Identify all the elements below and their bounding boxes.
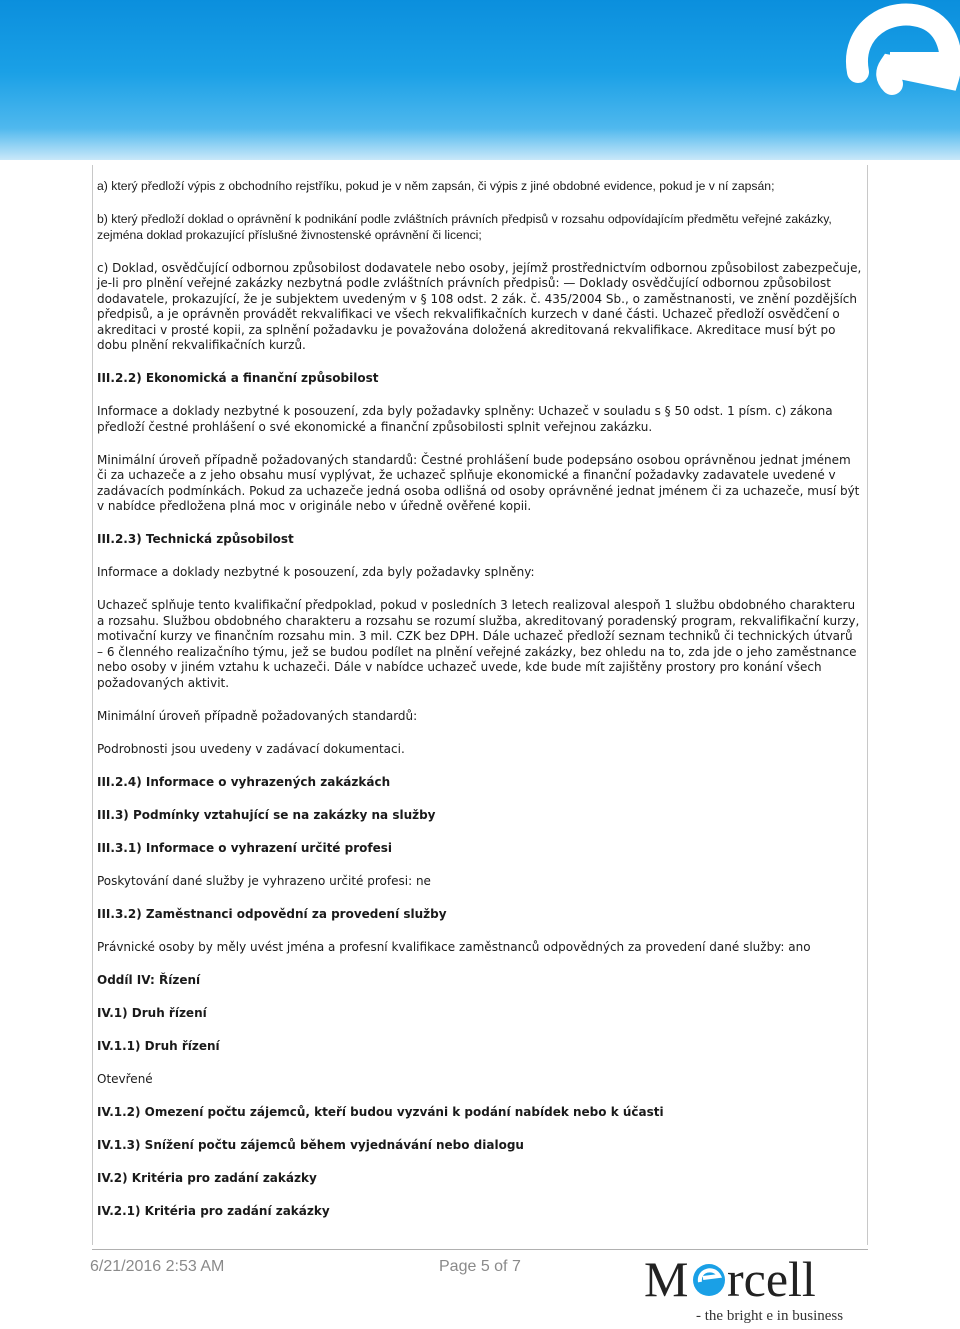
footer-tagline: - the bright e in business: [696, 1308, 844, 1324]
footer-divider: [92, 1249, 868, 1250]
paragraph: Informace a doklady nezbytné k posouzení, zda byly požadavky splněny:: [97, 565, 535, 579]
header-band: [0, 0, 960, 160]
paragraph: Minimální úroveň případně požadovaných standardů: Čestné prohlášení bude podepsáno osobou oprávněnou jednat jménem či za uchazeče a z jeho obsahu musí vyplývat, že uchazeč splňuje ekonomické a finanční požadavky zadavatele uvedené v zadávacích podmínkách. Pokud za uchazeče jedná osoba odlišná od osoby oprávněné jednat jménem či za uchazeče, musí být v nabídce předložena plná moc v originále nebo v úředně ověřené kopii.: [97, 452, 860, 513]
section-heading: IV.1) Druh řízení: [97, 1005, 207, 1020]
section-heading: III.3) Podmínky vztahující se na zakázky na služby: [97, 807, 436, 822]
paragraph: Minimální úroveň případně požadovaných standardů:: [97, 708, 418, 723]
paragraph: Informace a doklady nezbytné k posouzení, zda byly požadavky splněny: Uchazeč v souladu s § 50 odst. 1 písm. c) zákona předloží čestné prohlášení o své ekonomické a finanční způsobilosti splnit veřejnou zakázku.: [97, 404, 833, 434]
svg-text:M: M: [644, 1252, 689, 1304]
frame-right-border: [867, 165, 868, 1245]
section-heading: IV.1.2) Omezení počtu zájemců, kteří budou vyzváni k podání nabídek nebo k účasti: [97, 1104, 664, 1119]
paragraph-b: b) který předloží doklad o oprávnění k podnikání podle zvláštních právních předpisů v rozsahu odpovídajícím předmětu veřejné zakázky, zejména doklad prokazující příslušné živnostenské oprávnění či licenci;: [97, 212, 832, 242]
paragraph-c: c) Doklad, osvědčující odbornou způsobilost dodavatele nebo osoby, jejímž prostřednictvím odbornou způsobilost zabezpečuje, je-li pro plnění veřejné zakázky nezbytná podle zvláštních právních předpisů: — Doklady osvědčující odbornou způsobilost dodavatele, prokazující, že je subjektem uvedeným v § 108 odst. 2 zák. č. 435/2004 Sb., o zaměstnanosti, ve znění pozdějších předpisů, a je oprávněn provádět rekvalifikaci ve všech rekvalifikačních kurzech v dané části. Uchazeč předloží osvědčení o akreditaci v prosté kopii, za splnění požadavku je považována doložená akreditovaná rekvalifikace. Akreditace musí být po dobu plnění rekvalifikačních kurzů.: [97, 260, 862, 352]
section-heading: III.2.3) Technická způsobilost: [97, 532, 294, 546]
paragraph: Právnické osoby by měly uvést jména a profesní kvalifikace zaměstnanců odpovědných za provedení dané služby: ano: [97, 939, 811, 954]
e-logo-icon: [820, 0, 960, 110]
section-heading: III.3.1) Informace o vyhrazení určité profesi: [97, 840, 392, 855]
paragraph: Uchazeč splňuje tento kvalifikační předpoklad, pokud v posledních 3 letech realizoval alespoň 1 službu obdobného charakteru a rozsahu. Službou obdobného charakteru a rozsahu se rozumí služba, akreditovaný poradenský program, rekvalifikační kurzy, motivační kurzy ve finančním rozsahu min. 3 mil. CZK bez DPH. Dále uchazeč předloží seznam techniků či technických útvarů – 6 členného realizačního týmu, jež se budou podílet na plnění veřejné zakázky, bez ohledu na to, zda jde o jeho zaměstnance nebo osoby v jiném vztahu k uchazeči. Dále v nabídce uchazeč uvede, kde bude mít zajištěny prostory pro konání všech požadovaných aktivit.: [97, 598, 860, 690]
footer-page-number: Page 5 of 7: [439, 1258, 521, 1275]
footer-date: 6/21/2016 2:53 AM: [90, 1258, 225, 1275]
section-heading: III.2.2) Ekonomická a finanční způsobilost: [97, 371, 379, 385]
paragraph: Otevřené: [97, 1071, 153, 1086]
section-heading: IV.2.1) Kritéria pro zadání zakázky: [97, 1203, 330, 1218]
section-heading: IV.1.1) Druh řízení: [97, 1038, 220, 1053]
paragraph: Poskytování dané služby je vyhrazeno určité profesi: ne: [97, 873, 431, 888]
section-heading: IV.2) Kritéria pro zadání zakázky: [97, 1170, 317, 1185]
paragraph-a: a) který předloží výpis z obchodního rejstříku, pokud je v něm zapsán, či výpis z jiné obdobné evidence, pokud je v ní zapsán;: [97, 179, 775, 193]
svg-text:rcell: rcell: [727, 1252, 816, 1304]
section-heading: IV.1.3) Snížení počtu zájemců během vyjednávání nebo dialogu: [97, 1137, 524, 1152]
frame-left-border: [92, 165, 93, 1245]
section-heading: Oddíl IV: Řízení: [97, 972, 201, 987]
document-body: [97, 179, 862, 1237]
marcell-logo: [644, 1252, 844, 1304]
section-heading: III.2.4) Informace o vyhrazených zakázkách: [97, 774, 391, 789]
paragraph: Podrobnosti jsou uvedeny v zadávací dokumentaci.: [97, 741, 405, 756]
section-heading: III.3.2) Zaměstnanci odpovědní za provedení služby: [97, 906, 447, 921]
